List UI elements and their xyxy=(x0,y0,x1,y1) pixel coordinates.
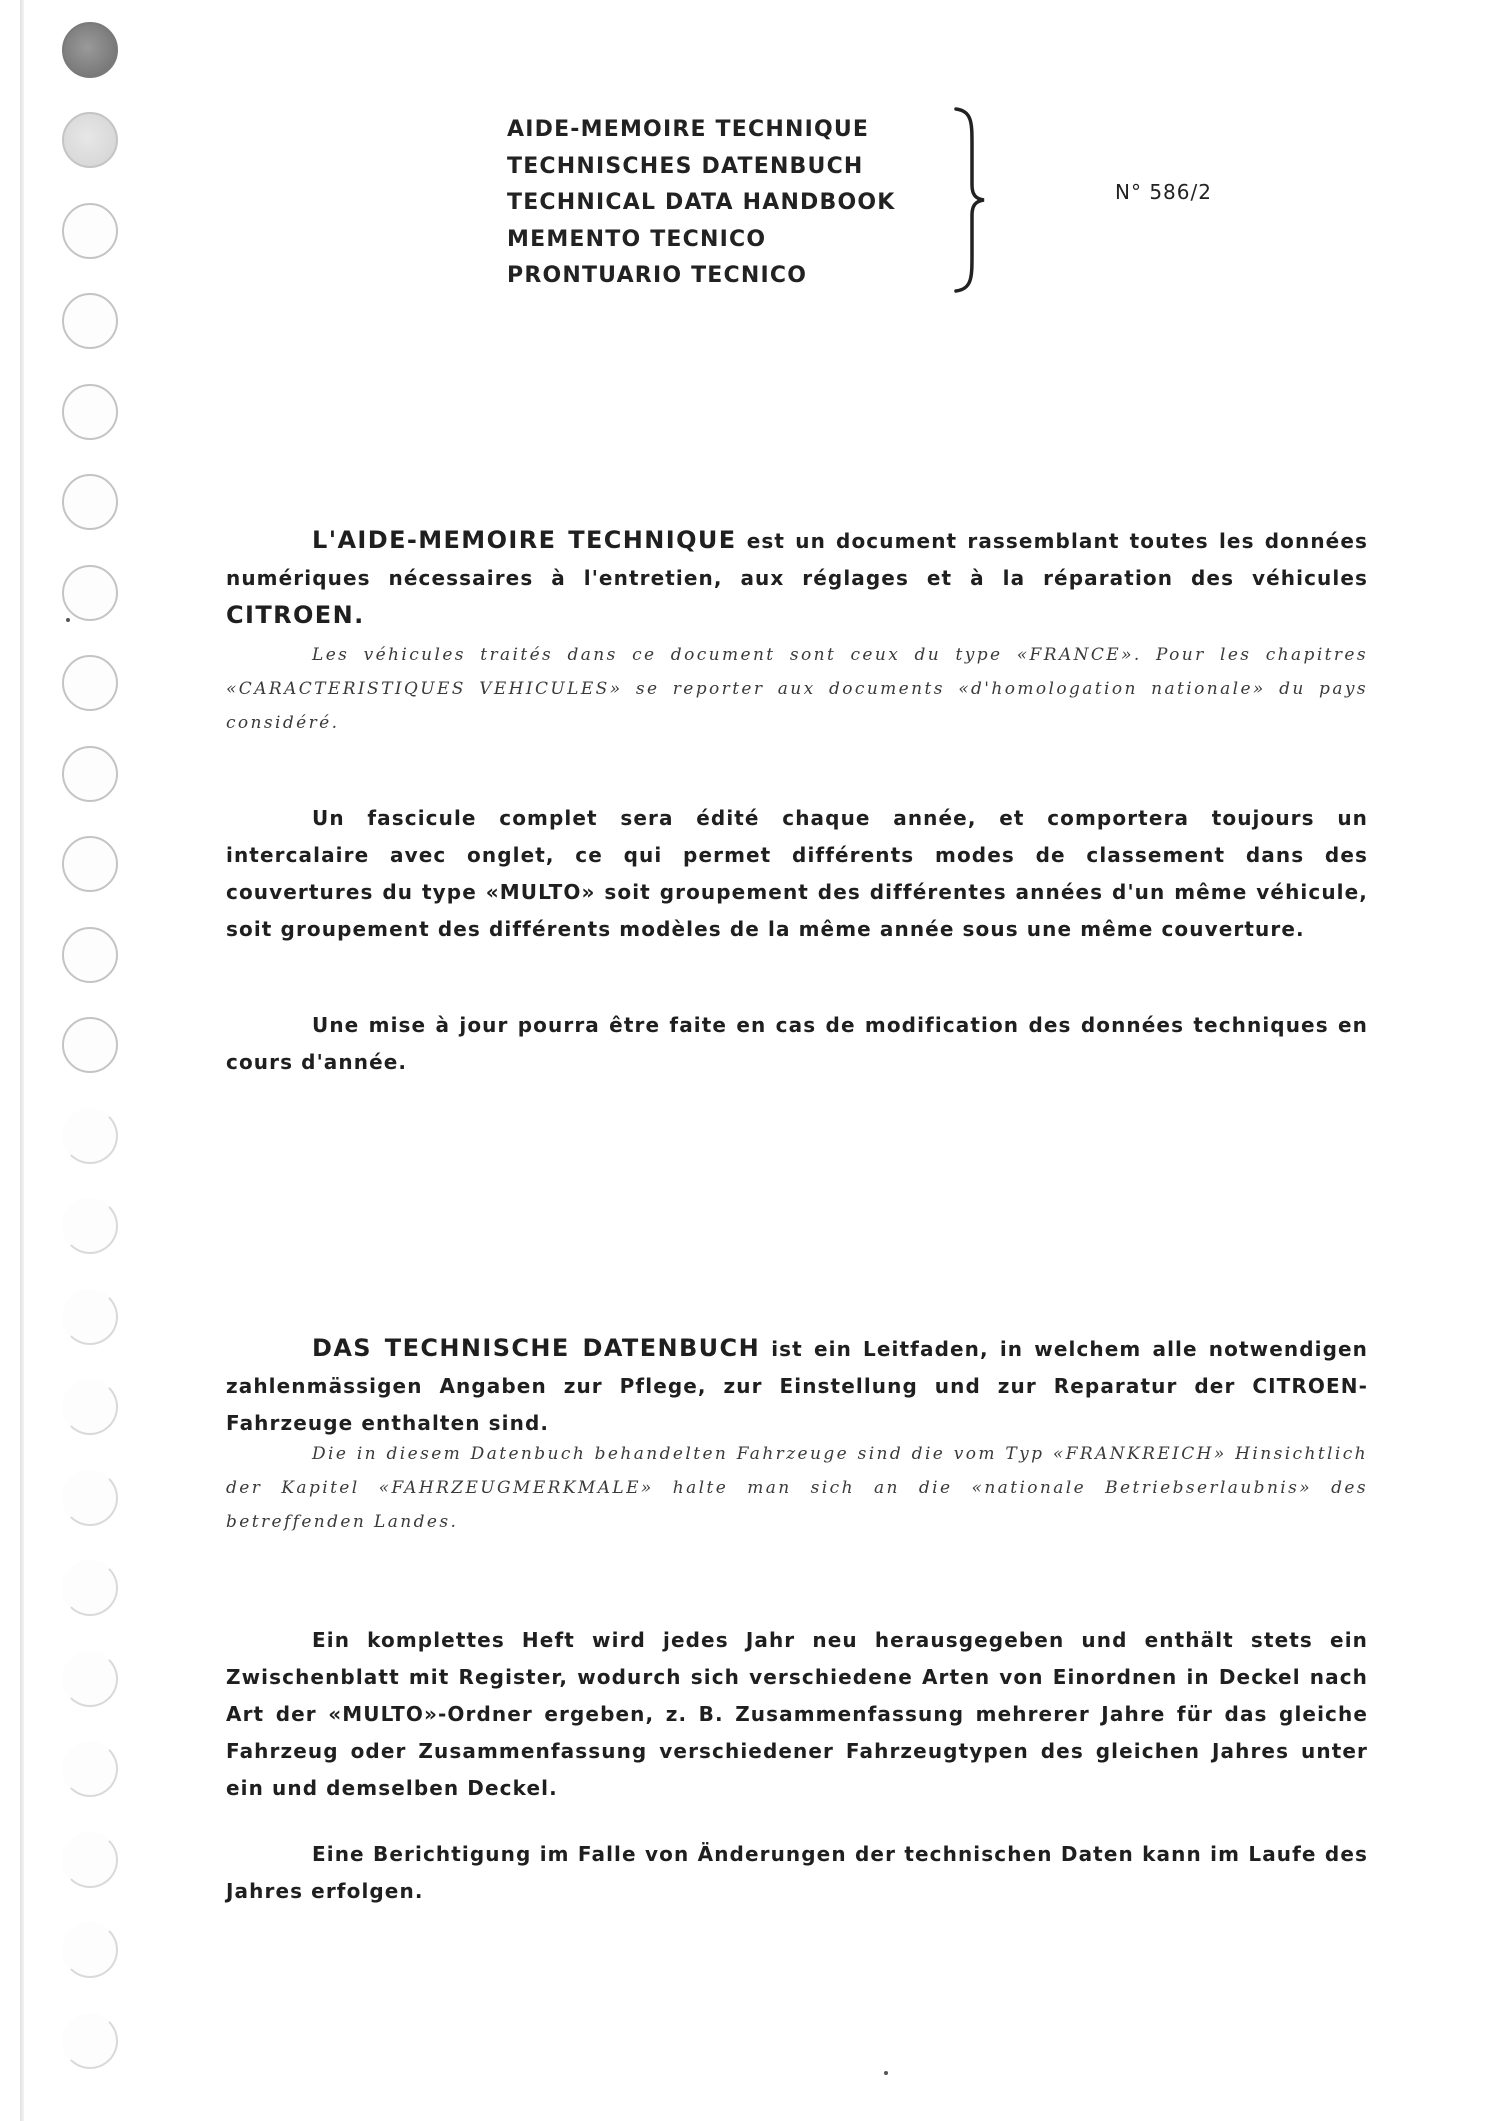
french-paragraph-2: Un fascicule complet sera édité chaque année, et comportera toujours un intercalaire avec onglet, ce qui permet différents modes de classement dans des couvertures du type «MULTO» soit groupement des différentes années d'un même véhicule, soit groupement des différents modèles de la même année sous une même couverture. xyxy=(226,806,1368,941)
german-intro-lead: DAS TECHNISCHE DATENBUCH xyxy=(312,1334,761,1362)
punch-hole xyxy=(62,1651,118,1707)
french-paragraph-3: Une mise à jour pourra être faite en cas de modification des données techniques en cours d'année. xyxy=(226,1013,1368,1074)
french-intro-brand: CITROEN. xyxy=(226,601,365,629)
german-paragraph-3: Eine Berichtigung im Falle von Änderungen der technischen Daten kann im Laufe des Jahres erfolgen. xyxy=(226,1842,1368,1903)
punch-hole xyxy=(62,203,118,259)
curly-brace-icon xyxy=(950,105,990,295)
punch-hole xyxy=(62,112,118,168)
punch-hole xyxy=(62,474,118,530)
punch-hole xyxy=(62,655,118,711)
title-spanish: MEMENTO TECNICO xyxy=(507,226,767,252)
punch-hole xyxy=(62,384,118,440)
punch-hole xyxy=(62,836,118,892)
punch-hole xyxy=(62,565,118,621)
header-title-list xyxy=(507,112,896,295)
punch-hole xyxy=(62,927,118,983)
french-intro-lead: L'AIDE-MEMOIRE TECHNIQUE xyxy=(312,526,737,554)
punch-hole xyxy=(62,2013,118,2069)
french-intro-paragraph xyxy=(226,522,1368,635)
punch-hole xyxy=(62,1198,118,1254)
punch-hole xyxy=(62,1379,118,1435)
punch-hole xyxy=(62,293,118,349)
punch-hole xyxy=(62,1922,118,1978)
title-german: TECHNISCHES DATENBUCH xyxy=(507,153,864,179)
punch-hole xyxy=(62,22,118,78)
german-note: Die in diesem Datenbuch behandelten Fahrzeuge sind die vom Typ «FRANKREICH» Hinsichtlich der Kapitel «FAHRZEUGMERKMALE» halte man sich an die «nationale Betriebserlaubnis» des betreffenden Landes. xyxy=(226,1444,1368,1532)
punch-hole xyxy=(62,746,118,802)
scan-speck xyxy=(884,2071,888,2075)
german-intro-text: ist ein Leitfaden, in welchem alle notwendigen zahlenmässigen Angaben zur Pflege, zur Einstellung und zur Reparatur der CITROEN-Fahrzeuge enthalten sind. xyxy=(226,1337,1368,1435)
punch-hole xyxy=(62,1560,118,1616)
french-note: Les véhicules traités dans ce document sont ceux du type «FRANCE». Pour les chapitres «CARACTERISTIQUES VEHICULES» se reporter aux documents «d'homologation nationale» du pays considéré. xyxy=(226,645,1368,733)
punch-hole xyxy=(62,1832,118,1888)
german-intro-paragraph xyxy=(226,1330,1368,1442)
title-italian: PRONTUARIO TECNICO xyxy=(507,263,808,288)
scan-speck xyxy=(66,618,70,622)
punch-hole xyxy=(62,1017,118,1073)
binder-edge xyxy=(20,0,24,2121)
punch-hole xyxy=(62,1470,118,1526)
punch-hole xyxy=(62,1741,118,1797)
punch-hole xyxy=(62,1108,118,1164)
german-paragraph-2: Ein komplettes Heft wird jedes Jahr neu herausgegeben und enthält stets ein Zwischenblatt mit Register, wodurch sich verschiedene Arten von Einordnen in Deckel nach Art der «MULTO»-Ordner ergeben, z. B. Zusammenfassung mehrerer Jahre für das gleiche Fahrzeug oder Zusammenfassung verschiedener Fahrzeugtypen des gleichen Jahres unter ein und demselben Deckel. xyxy=(226,1628,1368,1800)
title-french: AIDE-MEMOIRE TECHNIQUE xyxy=(507,117,870,142)
french-intro-text: est un document rassemblant toutes les données numériques nécessaires à l'entretien, aux réglages et à la réparation des véhicules xyxy=(226,529,1368,590)
title-english: TECHNICAL DATA HANDBOOK xyxy=(507,190,896,215)
punch-hole xyxy=(62,1289,118,1345)
document-number: N° 586/2 xyxy=(1115,180,1212,204)
